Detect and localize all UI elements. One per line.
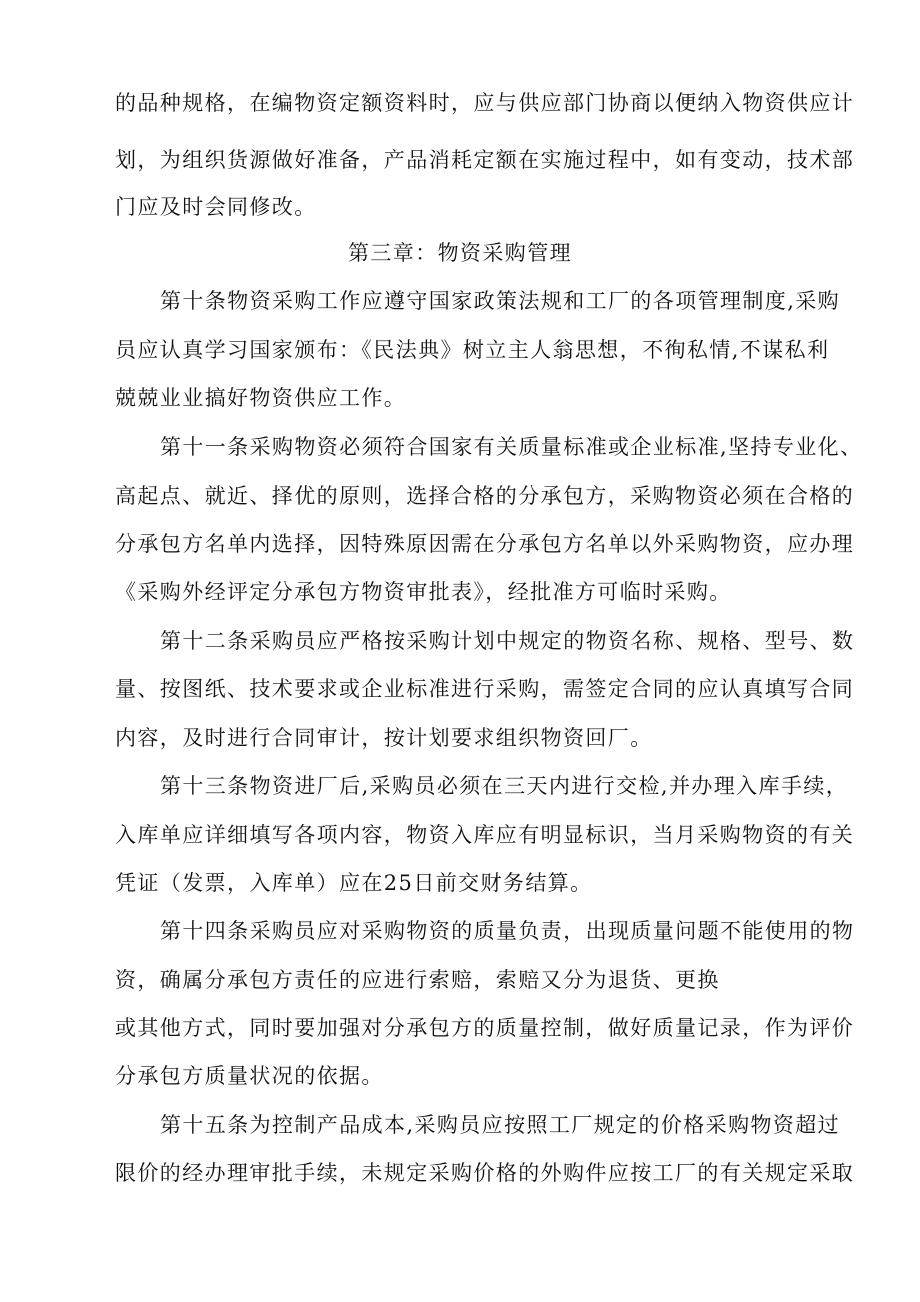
- article-14-line: 分承包方质量状况的依据。: [115, 1064, 384, 1088]
- article-12-line: 量、按图纸、技术要求或企业标准进行采购，需签定合同的应认真填写合同: [115, 677, 855, 701]
- article-14-line: 第十四条采购员应对采购物资的质量负责，出现质量问题不能使用的物: [160, 919, 855, 943]
- article-11-line: 分承包方名单内选择，因特殊原因需在分承包方名单以外采购物资，应办理: [115, 532, 855, 556]
- article-14-line: 资，确属分承包方责任的应进行索赔，索赔又分为退货、更换: [115, 968, 720, 992]
- article-11-line: 第十一条采购物资必须符合国家有关质量标准或企业标准,坚持专业化、: [160, 435, 863, 459]
- article-11-line: 《采购外经评定分承包方物资审批表》，经批准方可临时采购。: [115, 580, 732, 604]
- chapter-title: 第三章：物资采购管理: [348, 241, 572, 265]
- paragraph-line: 划，为组织货源做好准备，产品消耗定额在实施过程中，如有变动，技术部: [115, 148, 855, 172]
- article-10-line: 兢兢业业搞好物资供应工作。: [115, 386, 407, 410]
- article-15-line: 限价的经办理审批手续，未规定采购价格的外购件应按工厂的有关规定采取: [115, 1161, 855, 1185]
- article-13-line: 入库单应详细填写各项内容，物资入库应有明显标识，当月采购物资的有关: [115, 823, 855, 847]
- article-13-line: 第十三条物资进厂后,采购员必须在三天内进行交检,并办理入库手续，: [160, 774, 849, 798]
- article-14-line: 或其他方式，同时要加强对分承包方的质量控制，做好质量记录，作为评价: [115, 1016, 855, 1040]
- article-12-line: 第十二条采购员应严格按采购计划中规定的物资名称、规格、型号、数: [160, 629, 855, 653]
- article-15-line: 第十五条为控制产品成本,采购员应按照工厂规定的价格采购物资超过: [160, 1113, 841, 1137]
- paragraph-line: 的品种规格，在编物资定额资料时，应与供应部门协商以便纳入物资供应计: [115, 91, 855, 115]
- article-11-line: 高起点、就近、择优的原则，选择合格的分承包方，采购物资必须在合格的: [115, 484, 855, 508]
- article-10-line: 员应认真学习国家颁布：《民法典》树立主人翁思想，不徇私情,不谋私利: [115, 338, 830, 362]
- article-12-line: 内容，及时进行合同审计，按计划要求组织物资回厂。: [115, 726, 653, 750]
- article-13-line: 凭证（发票，入库单）应在25日前交财务结算。: [115, 871, 593, 895]
- article-10-line: 第十条物资采购工作应遵守国家政策法规和工厂的各项管理制度,采购: [160, 289, 841, 313]
- paragraph-line: 门应及时会同修改。: [115, 195, 317, 219]
